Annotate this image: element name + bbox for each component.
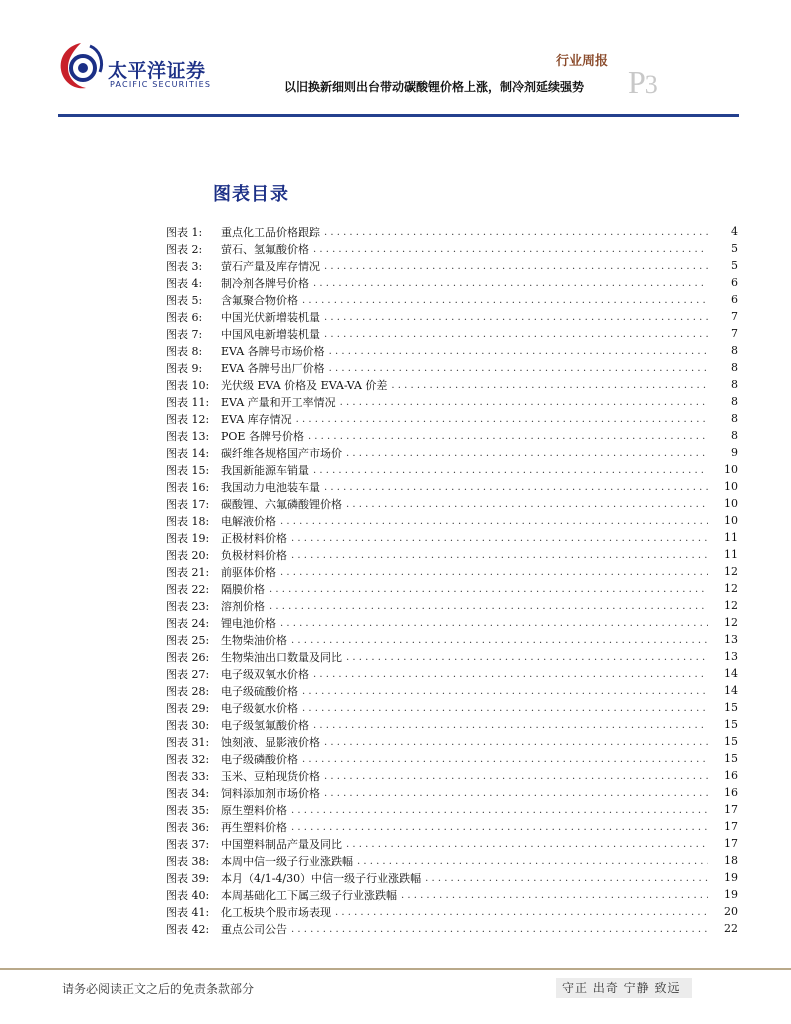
toc-entry-title: 中国风电新增装机量 [221,327,320,341]
toc-entry[interactable] [166,308,738,325]
toc-entry-number: 图表 40: [166,888,210,902]
toc-leader-dots [313,274,708,291]
toc-entry[interactable] [166,495,738,512]
toc-entry-title: 原生塑料价格 [221,803,287,817]
toc-entry-number: 图表 41: [166,905,210,919]
page-prefix: P [628,64,645,100]
toc-entry[interactable] [166,359,738,376]
toc-leader-dots [280,614,708,631]
toc-entry-number: 图表 21: [166,565,210,579]
header-divider [58,114,739,117]
toc-leader-dots [391,376,708,393]
toc-entry[interactable] [166,750,738,767]
toc-leader-dots [340,393,708,410]
disclaimer-notice: 请务必阅读正文之后的免责条款部分 [62,982,255,996]
toc-leader-dots [269,597,708,614]
toc-entry[interactable] [166,257,738,274]
toc-entry-number: 图表 12: [166,412,210,426]
toc-leader-dots [280,512,708,529]
toc-entry-page: 8 [731,429,738,442]
toc-entry-page: 15 [724,752,738,765]
toc-entry-number: 图表 2: [166,242,203,256]
toc-entry-number: 图表 1: [166,225,203,239]
toc-entry-number: 图表 14: [166,446,210,460]
toc-entry-title: 锂电池价格 [221,616,276,630]
toc-leader-dots [324,325,708,342]
toc-entry-page: 10 [724,514,738,527]
company-motto: 守正 出奇 宁静 致远 [556,978,692,998]
toc-entry[interactable] [166,716,738,733]
toc-entry-title: 中国塑料制品产量及同比 [221,837,342,851]
toc-entry-page: 15 [724,718,738,731]
toc-leader-dots [313,665,708,682]
toc-entry-title: EVA 产量和开工率情况 [221,395,336,409]
brand-name-en: PACIFIC SECURITIES [110,80,212,89]
toc-entry-title: 中国光伏新增装机量 [221,310,320,324]
toc-leader-dots [291,631,708,648]
toc-entry-number: 图表 15: [166,463,210,477]
toc-entry-page: 11 [724,548,738,561]
toc-entry-title: 本月（4/1-4/30）中信一级子行业涨跌幅 [221,871,422,885]
toc-entry-title: 萤石产量及库存情况 [221,259,320,273]
toc-entry-number: 图表 25: [166,633,210,647]
toc-entry[interactable] [166,835,738,852]
toc-leader-dots [269,580,708,597]
toc-entry[interactable] [166,682,738,699]
toc-leader-dots [324,308,708,325]
pacific-securities-logo-icon [56,40,106,92]
toc-leader-dots [324,257,708,274]
toc-entry-number: 图表 5: [166,293,203,307]
toc-entry[interactable] [166,852,738,869]
toc-entry-number: 图表 17: [166,497,210,511]
toc-entry-number: 图表 11: [166,395,210,409]
toc-entry-page: 14 [724,667,738,680]
toc-leader-dots [302,699,708,716]
toc-leader-dots [302,750,708,767]
toc-entry-page: 8 [731,378,738,391]
toc-entry[interactable] [166,665,738,682]
toc-entry-page: 16 [724,786,738,799]
toc-entry-number: 图表 7: [166,327,203,341]
toc-leader-dots [313,461,708,478]
toc-leader-dots [308,427,708,444]
toc-entry-page: 19 [724,871,738,884]
toc-entry[interactable] [166,580,738,597]
toc-entry[interactable] [166,886,738,903]
toc-entry[interactable] [166,784,738,801]
toc-entry-title: 制冷剂各牌号价格 [221,276,309,290]
toc-leader-dots [291,529,708,546]
toc-entry[interactable] [166,223,738,240]
toc-entry[interactable] [166,699,738,716]
toc-entry-number: 图表 32: [166,752,210,766]
toc-entry-title: 电子级氨水价格 [221,701,298,715]
toc-entry-number: 图表 38: [166,854,210,868]
toc-entry-page: 12 [724,616,738,629]
toc-entry-page: 17 [724,837,738,850]
toc-entry[interactable] [166,325,738,342]
toc-entry[interactable] [166,376,738,393]
toc-entry-title: 蚀刻液、显影液价格 [221,735,320,749]
toc-leader-dots [291,920,708,937]
toc-entry-number: 图表 4: [166,276,203,290]
toc-leader-dots [346,444,708,461]
toc-entry[interactable] [166,240,738,257]
toc-leader-dots [291,546,708,563]
footer-divider [0,968,791,970]
brand-name-cn: 太平洋证券 [108,60,206,82]
toc-leader-dots [425,869,708,886]
toc-entry-number: 图表 29: [166,701,210,715]
toc-entry-number: 图表 3: [166,259,203,273]
toc-entry-page: 10 [724,497,738,510]
toc-entry-number: 图表 18: [166,514,210,528]
toc-entry-number: 图表 24: [166,616,210,630]
toc-entry-title: POE 各牌号价格 [221,429,304,443]
toc-entry-title: 光伏级 EVA 价格及 EVA-VA 价差 [221,378,388,392]
toc-leader-dots [324,767,708,784]
toc-entry-title: 化工板块个股市场表现 [221,905,331,919]
toc-entry-title: 溶剂价格 [221,599,265,613]
toc-entry-page: 18 [724,854,738,867]
toc-entry-number: 图表 9: [166,361,203,375]
toc-entry-title: 负极材料价格 [221,548,287,562]
toc-entry-title: 重点公司公告 [221,922,287,936]
toc-entry[interactable] [166,818,738,835]
toc-entry-title: 玉米、豆粕现货价格 [221,769,320,783]
toc-entry-number: 图表 10: [166,378,210,392]
toc-entry-page: 10 [724,463,738,476]
page-header [0,0,791,120]
toc-entry-number: 图表 34: [166,786,210,800]
toc-entry[interactable] [166,291,738,308]
toc-entry-number: 图表 13: [166,429,210,443]
toc-entry-title: EVA 各牌号出厂价格 [221,361,325,375]
toc-entry-number: 图表 31: [166,735,210,749]
toc-entry-number: 图表 33: [166,769,210,783]
toc-entry-page: 12 [724,599,738,612]
toc-entry-title: 饲料添加剂市场价格 [221,786,320,800]
toc-entry-page: 8 [731,361,738,374]
toc-entry-page: 7 [731,327,738,340]
toc-leader-dots [296,410,708,427]
toc-entry-number: 图表 39: [166,871,210,885]
toc-entry[interactable] [166,648,738,665]
toc-entry-page: 12 [724,582,738,595]
toc-entry-page: 13 [724,650,738,663]
toc-entry[interactable] [166,733,738,750]
toc-entry-page: 22 [724,922,738,935]
toc-leader-dots [280,563,708,580]
toc-entry-title: 电子级氢氟酸价格 [221,718,309,732]
toc-entry-number: 图表 23: [166,599,210,613]
toc-entry-number: 图表 30: [166,718,210,732]
toc-entry-title: EVA 各牌号市场价格 [221,344,325,358]
toc-entry-title: 正极材料价格 [221,531,287,545]
toc-leader-dots [302,682,708,699]
toc-entry[interactable] [166,427,738,444]
toc-entry-page: 4 [731,225,738,238]
toc-entry-number: 图表 42: [166,922,210,936]
toc-entry[interactable] [166,920,738,937]
toc-entry-page: 13 [724,633,738,646]
toc-entry-page: 12 [724,565,738,578]
toc-entry-number: 图表 28: [166,684,210,698]
toc-entry-page: 6 [731,293,738,306]
toc-leader-dots [324,784,708,801]
table-of-figures [166,223,738,937]
toc-entry[interactable] [166,461,738,478]
toc-entry-page: 16 [724,769,738,782]
toc-entry[interactable] [166,631,738,648]
toc-entry-number: 图表 27: [166,667,210,681]
toc-leader-dots [313,716,708,733]
toc-entry[interactable] [166,410,738,427]
toc-leader-dots [335,903,708,920]
toc-entry-page: 9 [731,446,738,459]
toc-entry-number: 图表 16: [166,480,210,494]
toc-entry[interactable] [166,614,738,631]
toc-entry-page: 8 [731,344,738,357]
toc-entry-title: 电子级磷酸价格 [221,752,298,766]
toc-leader-dots [324,478,708,495]
toc-entry-page: 5 [731,259,738,272]
toc-leader-dots [302,291,708,308]
toc-entry[interactable] [166,393,738,410]
toc-entry-number: 图表 22: [166,582,210,596]
toc-leader-dots [346,495,708,512]
toc-entry-title: 萤石、氢氟酸价格 [221,242,309,256]
toc-entry[interactable] [166,529,738,546]
toc-entry-page: 8 [731,395,738,408]
toc-leader-dots [324,223,708,240]
toc-entry[interactable] [166,444,738,461]
toc-entry[interactable] [166,767,738,784]
toc-entry-page: 17 [724,820,738,833]
toc-leader-dots [313,240,708,257]
toc-leader-dots [357,852,708,869]
toc-entry-title: 电子级硫酸价格 [221,684,298,698]
toc-leader-dots [324,733,708,750]
toc-entry-page: 6 [731,276,738,289]
toc-entry-title: 本周中信一级子行业涨跌幅 [221,854,353,868]
toc-entry-title: 本周基础化工下属三级子行业涨跌幅 [221,888,397,902]
toc-entry-page: 10 [724,480,738,493]
toc-leader-dots [346,648,708,665]
toc-entry-page: 17 [724,803,738,816]
toc-entry-title: 隔膜价格 [221,582,265,596]
toc-entry[interactable] [166,512,738,529]
toc-entry-title: 生物柴油出口数量及同比 [221,650,342,664]
toc-leader-dots [329,359,708,376]
toc-entry-page: 14 [724,684,738,697]
toc-entry-title: 电子级双氧水价格 [221,667,309,681]
toc-entry-page: 7 [731,310,738,323]
toc-entry-number: 图表 20: [166,548,210,562]
toc-entry-title: EVA 库存情况 [221,412,292,426]
toc-entry-page: 15 [724,735,738,748]
toc-entry[interactable] [166,903,738,920]
toc-entry[interactable] [166,342,738,359]
toc-leader-dots [291,818,708,835]
toc-entry-title: 碳纤维各规格国产市场价 [221,446,342,460]
toc-entry-page: 11 [724,531,738,544]
toc-entry[interactable] [166,597,738,614]
toc-entry[interactable] [166,478,738,495]
toc-entry-title: 再生塑料价格 [221,820,287,834]
toc-leader-dots [401,886,708,903]
report-title: 以旧换新细则出台带动碳酸锂价格上涨，制冷剂延续强势 [284,80,585,94]
toc-entry-page: 20 [724,905,738,918]
toc-entry-number: 图表 6: [166,310,203,324]
toc-entry-title: 电解液价格 [221,514,276,528]
page-number [628,64,657,101]
toc-entry-title: 碳酸锂、六氟磷酸锂价格 [221,497,342,511]
toc-entry-number: 图表 26: [166,650,210,664]
toc-leader-dots [329,342,708,359]
toc-entry-number: 图表 36: [166,820,210,834]
toc-entry-page: 19 [724,888,738,901]
toc-entry-page: 15 [724,701,738,714]
toc-entry-title: 我国新能源车销量 [221,463,309,477]
toc-heading: 图表目录 [213,184,289,205]
toc-entry-title: 含氟聚合物价格 [221,293,298,307]
toc-entry-page: 8 [731,412,738,425]
page-number-value: 3 [644,70,657,99]
toc-entry[interactable] [166,801,738,818]
toc-entry[interactable] [166,274,738,291]
toc-entry-number: 图表 35: [166,803,210,817]
toc-entry-number: 图表 37: [166,837,210,851]
toc-entry-number: 图表 19: [166,531,210,545]
toc-entry-title: 前驱体价格 [221,565,276,579]
toc-entry[interactable] [166,869,738,886]
toc-entry-title: 我国动力电池装车量 [221,480,320,494]
toc-entry-title: 生物柴油价格 [221,633,287,647]
report-type: 行业周报 [556,54,609,69]
toc-entry[interactable] [166,546,738,563]
toc-leader-dots [291,801,708,818]
toc-entry-title: 重点化工品价格跟踪 [221,225,320,239]
toc-entry-number: 图表 8: [166,344,203,358]
toc-entry-page: 5 [731,242,738,255]
toc-entry[interactable] [166,563,738,580]
toc-leader-dots [346,835,708,852]
